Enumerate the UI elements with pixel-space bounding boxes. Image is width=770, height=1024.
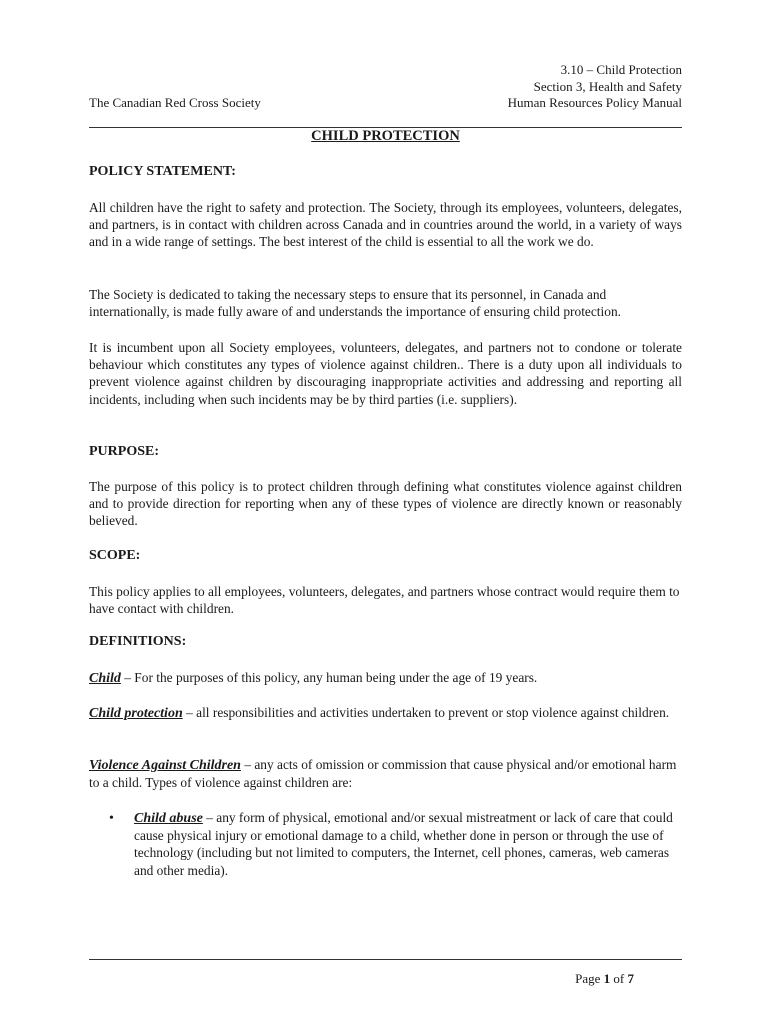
policy-paragraph-1: All children have the right to safety and protection. The Society, through its employees, volunteers, delegates, and partners, is in contact with children across Canada and in countries around the world, in a variety of ways and in a wide range of settings. The best interest of the child is essential to all the work we do. <box>89 200 682 250</box>
definition-child <box>89 669 682 687</box>
page-number <box>575 971 634 987</box>
definition-term: Child protection <box>89 706 183 721</box>
scope-heading: SCOPE: <box>89 548 141 563</box>
page-prefix: Page <box>575 971 604 986</box>
current-page: 1 <box>603 971 611 986</box>
definition-text: – any form of physical, emotional and/or sexual mistreatment or lack of care that could cause physical injury or emotional damage to a child, whether done in person or through the use of technology (including but not limited to computers, the Internet, cell phones, cameras, web cameras and other media). <box>134 810 673 878</box>
policy-paragraph-2: The Society is dedicated to taking the necessary steps to ensure that its personnel, in Canada and internationally, is made fully aware of and understands the importance of ensuring child protection. <box>89 287 621 320</box>
definition-text: – any acts of omission or commission that cause physical and/or emotional harm to a child. Types of violence against children are: <box>89 757 677 791</box>
definition-text: – For the purposes of this policy, any human being under the age of 19 years. <box>120 670 538 685</box>
manual-name: Human Resources Policy Manual <box>507 95 682 110</box>
document-page <box>89 0 682 1024</box>
definition-child-protection <box>89 704 682 722</box>
policy-number: 3.10 – Child Protection <box>560 62 682 77</box>
policy-paragraph-3: It is incumbent upon all Society employees, volunteers, delegates, and partners not to condone or tolerate behaviour which constitutes any types of violence against children.. There is a duty upon all individuals to prevent violence against children by discouraging inappropriate activities and addressing and reporting all incidents, including when such incidents may be by third parties (i.e. suppliers). <box>89 340 682 407</box>
section-label: Section 3, Health and Safety <box>533 78 682 94</box>
page-of: of <box>610 971 628 986</box>
definition-text: – all responsibilities and activities undertaken to prevent or stop violence against children. <box>182 705 670 720</box>
definitions-heading: DEFINITIONS: <box>89 634 187 649</box>
document-title: CHILD PROTECTION <box>311 128 460 144</box>
definition-term: Child <box>89 671 121 686</box>
definition-term: Child abuse <box>134 811 203 826</box>
bullet-icon: • <box>109 811 114 826</box>
policy-statement-heading: POLICY STATEMENT: <box>89 164 236 179</box>
footer-divider <box>89 959 682 960</box>
definition-violence-against-children <box>89 756 682 791</box>
bullet-child-abuse <box>134 809 682 879</box>
header-right-block <box>508 62 682 112</box>
organization-name: The Canadian Red Cross Society <box>89 95 261 110</box>
total-pages: 7 <box>627 971 634 986</box>
purpose-text: The purpose of this policy is to protect children through defining what constitutes violence against children and to provide direction for reporting when any of these types of violence are directly known or reasonably believed. <box>89 479 682 529</box>
scope-text: This policy applies to all employees, volunteers, delegates, and partners whose contract would require them to have contact with children. <box>89 584 680 617</box>
purpose-heading: PURPOSE: <box>89 444 159 459</box>
definition-term: Violence Against Children <box>89 758 241 773</box>
